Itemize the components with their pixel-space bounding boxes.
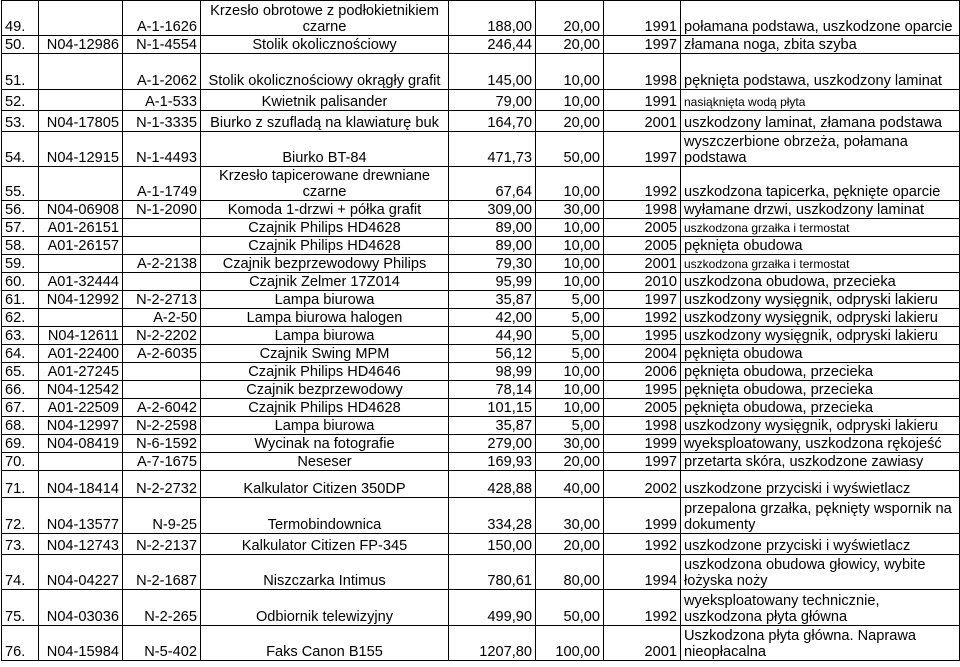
item-year: 1997 [604,453,681,471]
item-percent: 40,00 [536,471,604,498]
inventory-number-1: A01-26151 [39,219,123,237]
inventory-number-2: A-1-533 [123,90,201,111]
inventory-number-1 [39,54,123,90]
item-percent: 5,00 [536,327,604,345]
item-value: 279,00 [449,435,536,453]
table-row [2,1,960,36]
item-value: 78,14 [449,381,536,399]
item-value: 150,00 [449,534,536,555]
inventory-number-1: N04-15984 [39,626,123,661]
item-condition: pęknięta podstawa, uszkodzony laminat [681,54,960,90]
item-condition: przepalona grzałka, pęknięty wspornik na dokumenty [681,498,960,534]
item-percent: 10,00 [536,90,604,111]
item-name: Komoda 1-drzwi + półka grafit [201,201,449,219]
inventory-number-1: A01-27245 [39,363,123,381]
inventory-number-1: N04-12743 [39,534,123,555]
item-year: 1999 [604,498,681,534]
row-number: 49. [2,1,39,36]
row-number: 51. [2,54,39,90]
item-percent: 20,00 [536,1,604,36]
inventory-number-2: A-2-2138 [123,255,201,273]
item-percent: 30,00 [536,201,604,219]
table-row [2,167,960,201]
inventory-number-2: N-2-1687 [123,555,201,590]
table-row [2,555,960,590]
item-percent: 10,00 [536,167,604,201]
inventory-number-2: A-1-1749 [123,167,201,201]
item-percent: 5,00 [536,417,604,435]
row-number: 72. [2,498,39,534]
inventory-number-1: N04-04227 [39,555,123,590]
item-percent: 100,00 [536,626,604,661]
table-row [2,498,960,534]
inventory-number-1: N04-12915 [39,132,123,167]
item-year: 1992 [604,590,681,626]
table-row [2,291,960,309]
row-number: 63. [2,327,39,345]
inventory-number-2: A-7-1675 [123,453,201,471]
item-name: Czajnik Philips HD4628 [201,399,449,417]
item-percent: 10,00 [536,237,604,255]
table-row [2,219,960,237]
item-year: 2002 [604,471,681,498]
item-percent: 10,00 [536,273,604,291]
inventory-number-2: A-1-2062 [123,54,201,90]
item-year: 1992 [604,309,681,327]
item-percent: 30,00 [536,498,604,534]
item-condition: pęknięta obudowa [681,237,960,255]
row-number: 56. [2,201,39,219]
item-year: 1998 [604,417,681,435]
item-value: 334,28 [449,498,536,534]
inventory-number-1: A01-22509 [39,399,123,417]
item-name: Stolik okolicznościowy [201,36,449,54]
item-percent: 50,00 [536,132,604,167]
item-condition: wyeksploatowany technicznie, uszkodzona płyta główna [681,590,960,626]
item-condition: przetarta skóra, uszkodzone zawiasy [681,453,960,471]
inventory-number-2 [123,363,201,381]
item-year: 1999 [604,435,681,453]
item-name: Czajnik Philips HD4628 [201,219,449,237]
inventory-number-2: N-1-3335 [123,111,201,132]
item-percent: 5,00 [536,309,604,327]
item-value: 35,87 [449,291,536,309]
table-body [2,1,960,661]
item-percent: 50,00 [536,590,604,626]
item-value: 95,99 [449,273,536,291]
item-value: 35,87 [449,417,536,435]
inventory-number-2: N-1-2090 [123,201,201,219]
table-row [2,111,960,132]
item-value: 309,00 [449,201,536,219]
item-percent: 5,00 [536,345,604,363]
item-condition: wyeksploatowany, uszkodzona rękojeść [681,435,960,453]
item-name: Czajnik bezprzewodowy [201,381,449,399]
inventory-number-2: N-9-25 [123,498,201,534]
item-name: Krzesło tapicerowane drewniane czarne [201,167,449,201]
row-number: 60. [2,273,39,291]
table-row [2,417,960,435]
item-value: 499,90 [449,590,536,626]
item-year: 2006 [604,363,681,381]
item-name: Niszczarka Intimus [201,555,449,590]
item-percent: 20,00 [536,534,604,555]
row-number: 61. [2,291,39,309]
row-number: 76. [2,626,39,661]
table-row [2,399,960,417]
table-row [2,471,960,498]
inventory-number-2 [123,273,201,291]
item-year: 1992 [604,167,681,201]
table-row [2,534,960,555]
item-name: Wycinak na fotografie [201,435,449,453]
item-year: 1997 [604,132,681,167]
table-row [2,309,960,327]
table-row [2,345,960,363]
item-value: 101,15 [449,399,536,417]
row-number: 71. [2,471,39,498]
item-value: 42,00 [449,309,536,327]
item-year: 1997 [604,36,681,54]
item-name: Neseser [201,453,449,471]
item-name: Lampa biurowa [201,327,449,345]
item-percent: 10,00 [536,399,604,417]
item-value: 428,88 [449,471,536,498]
item-condition: uszkodzony wysięgnik, odpryski lakieru [681,417,960,435]
item-condition: pęknięta obudowa, przecieka [681,363,960,381]
item-condition: uszkodzone przyciski i wyświetlacz [681,471,960,498]
item-condition: nasiąknięta wodą płyta [681,90,960,111]
item-name: Kwietnik palisander [201,90,449,111]
row-number: 68. [2,417,39,435]
inventory-number-1: A01-26157 [39,237,123,255]
row-number: 66. [2,381,39,399]
item-value: 780,61 [449,555,536,590]
item-name: Czajnik Swing MPM [201,345,449,363]
row-number: 65. [2,363,39,381]
item-name: Termobindownica [201,498,449,534]
item-year: 2010 [604,273,681,291]
item-percent: 30,00 [536,435,604,453]
item-name: Czajnik Zelmer 17Z014 [201,273,449,291]
inventory-number-2 [123,219,201,237]
item-year: 1995 [604,327,681,345]
row-number: 54. [2,132,39,167]
table-row [2,273,960,291]
inventory-number-1: N04-12992 [39,291,123,309]
item-percent: 20,00 [536,111,604,132]
inventory-number-2: N-2-2137 [123,534,201,555]
item-value: 44,90 [449,327,536,345]
item-value: 98,99 [449,363,536,381]
inventory-number-1: N04-18414 [39,471,123,498]
inventory-number-2 [123,237,201,255]
table-row [2,54,960,90]
table-row [2,327,960,345]
table-row [2,132,960,167]
inventory-number-1: N04-12611 [39,327,123,345]
table-row [2,255,960,273]
inventory-number-2: N-5-402 [123,626,201,661]
inventory-number-2: N-2-2713 [123,291,201,309]
item-condition: pęknięta obudowa, przecieka [681,399,960,417]
inventory-number-1: N04-13577 [39,498,123,534]
table-row [2,626,960,661]
table-row [2,90,960,111]
item-condition: uszkodzony wysięgnik, odpryski lakieru [681,309,960,327]
row-number: 69. [2,435,39,453]
row-number: 57. [2,219,39,237]
inventory-number-1 [39,309,123,327]
inventory-number-2: A-2-50 [123,309,201,327]
inventory-number-2: N-6-1592 [123,435,201,453]
item-value: 1207,80 [449,626,536,661]
item-condition: pęknięta obudowa [681,345,960,363]
item-condition: uszkodzona obudowa, przecieka [681,273,960,291]
inventory-number-1: N04-12542 [39,381,123,399]
inventory-number-2 [123,381,201,399]
inventory-number-2: A-2-6035 [123,345,201,363]
item-condition: pęknięta obudowa, przecieka [681,381,960,399]
item-value: 188,00 [449,1,536,36]
item-name: Krzesło obrotowe z podłokietnikiem czarne [201,1,449,36]
inventory-number-1: N04-17805 [39,111,123,132]
item-value: 145,00 [449,54,536,90]
item-condition: uszkodzona grzałka i termostat [681,255,960,273]
item-name: Lampa biurowa [201,417,449,435]
item-percent: 10,00 [536,381,604,399]
row-number: 62. [2,309,39,327]
inventory-number-1: N04-03036 [39,590,123,626]
item-value: 89,00 [449,219,536,237]
item-year: 1998 [604,201,681,219]
item-value: 164,70 [449,111,536,132]
row-number: 70. [2,453,39,471]
item-value: 246,44 [449,36,536,54]
inventory-number-2: N-2-2598 [123,417,201,435]
row-number: 52. [2,90,39,111]
item-year: 2004 [604,345,681,363]
item-value: 89,00 [449,237,536,255]
item-condition: uszkodzony wysięgnik, odpryski lakieru [681,327,960,345]
inventory-number-2: A-1-1626 [123,1,201,36]
item-year: 1997 [604,291,681,309]
inventory-number-2: N-2-2732 [123,471,201,498]
item-year: 1992 [604,534,681,555]
row-number: 58. [2,237,39,255]
table-row [2,237,960,255]
row-number: 75. [2,590,39,626]
item-condition: uszkodzony wysięgnik, odpryski lakieru [681,291,960,309]
item-condition: wyszczerbione obrzeża, połamana podstawa [681,132,960,167]
item-value: 67,64 [449,167,536,201]
item-name: Kalkulator Citizen FP-345 [201,534,449,555]
item-value: 79,00 [449,90,536,111]
inventory-number-1 [39,1,123,36]
item-condition: uszkodzone przyciski i wyświetlacz [681,534,960,555]
table-row [2,36,960,54]
table-row [2,381,960,399]
item-percent: 20,00 [536,36,604,54]
item-value: 79,30 [449,255,536,273]
inventory-number-2: N-1-4554 [123,36,201,54]
row-number: 74. [2,555,39,590]
item-year: 2001 [604,111,681,132]
inventory-number-2: N-2-2202 [123,327,201,345]
item-condition: Uszkodzona płyta główna. Naprawa nieopłacalna [681,626,960,661]
row-number: 64. [2,345,39,363]
inventory-number-1 [39,453,123,471]
inventory-number-1: N04-12986 [39,36,123,54]
item-condition: uszkodzona obudowa głowicy, wybite łożyska noży [681,555,960,590]
inventory-number-1 [39,167,123,201]
item-name: Czajnik bezprzewodowy Philips [201,255,449,273]
table-row [2,590,960,626]
item-percent: 80,00 [536,555,604,590]
item-percent: 10,00 [536,54,604,90]
row-number: 73. [2,534,39,555]
inventory-number-1: A01-32444 [39,273,123,291]
item-year: 2005 [604,237,681,255]
item-name: Kalkulator Citizen 350DP [201,471,449,498]
item-name: Czajnik Philips HD4646 [201,363,449,381]
item-percent: 20,00 [536,453,604,471]
item-name: Lampa biurowa [201,291,449,309]
row-number: 55. [2,167,39,201]
item-name: Biurko BT-84 [201,132,449,167]
item-name: Lampa biurowa halogen [201,309,449,327]
item-name: Stolik okolicznościowy okrągły grafit [201,54,449,90]
inventory-number-1: N04-12997 [39,417,123,435]
item-condition: złamana noga, zbita szyba [681,36,960,54]
inventory-number-2: A-2-6042 [123,399,201,417]
table-row [2,363,960,381]
inventory-table [1,0,960,661]
item-year: 2001 [604,255,681,273]
item-year: 1991 [604,1,681,36]
row-number: 67. [2,399,39,417]
item-value: 169,93 [449,453,536,471]
item-year: 2005 [604,399,681,417]
table-row [2,453,960,471]
item-year: 2005 [604,219,681,237]
item-year: 1994 [604,555,681,590]
item-condition: uszkodzona tapicerka, pęknięte oparcie [681,167,960,201]
item-value: 56,12 [449,345,536,363]
row-number: 50. [2,36,39,54]
inventory-number-2: N-1-4493 [123,132,201,167]
table-row [2,435,960,453]
item-name: Biurko z szufladą na klawiaturę buk [201,111,449,132]
row-number: 59. [2,255,39,273]
inventory-number-2: N-2-265 [123,590,201,626]
item-year: 2001 [604,626,681,661]
item-condition: uszkodzony laminat, złamana podstawa [681,111,960,132]
item-percent: 10,00 [536,363,604,381]
inventory-number-1 [39,90,123,111]
item-year: 1995 [604,381,681,399]
item-value: 471,73 [449,132,536,167]
item-name: Odbiornik telewizyjny [201,590,449,626]
inventory-number-1: A01-22400 [39,345,123,363]
row-number: 53. [2,111,39,132]
inventory-number-1 [39,255,123,273]
item-year: 1998 [604,54,681,90]
item-year: 1991 [604,90,681,111]
item-percent: 10,00 [536,219,604,237]
inventory-number-1: N04-08419 [39,435,123,453]
item-condition: uszkodzona grzałka i termostat [681,219,960,237]
item-name: Czajnik Philips HD4628 [201,237,449,255]
item-name: Faks Canon B155 [201,626,449,661]
item-condition: wyłamane drzwi, uszkodzony laminat [681,201,960,219]
item-percent: 10,00 [536,255,604,273]
item-condition: połamana podstawa, uszkodzone oparcie [681,1,960,36]
table-row [2,201,960,219]
inventory-number-1: N04-06908 [39,201,123,219]
item-percent: 5,00 [536,291,604,309]
